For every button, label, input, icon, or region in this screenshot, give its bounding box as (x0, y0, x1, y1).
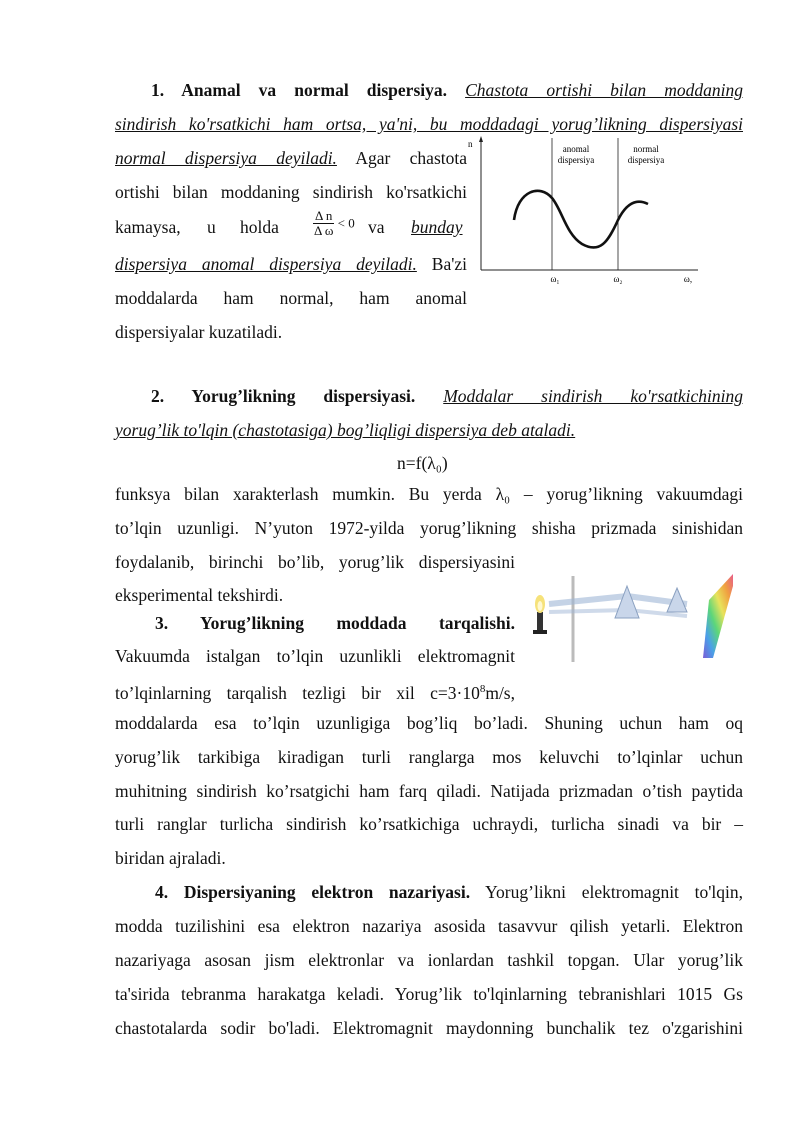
spectrum-screen (703, 574, 733, 658)
s1-text-5d: va (368, 217, 385, 237)
s4-line-4: ta'sirida tebranma harakatga keladi. Yorug’lik to'lqinlarning tebranishlari 1015 Gs (115, 984, 743, 1004)
s2-line-5: foydalanib, birinchi bo’lib, yorug’lik dispersiyasini (115, 552, 515, 572)
prism-icon (615, 586, 639, 618)
s3-line-1 (115, 613, 515, 633)
s3-line-4: moddalarda esa to’lqin uzunligiga bog’liq bo’ladi. Shuning uchun ham oq (115, 713, 743, 733)
s3-line-7: turli ranglar turlicha sindirish ko’rsatkichiga uchraydi, turlicha sinadi va bir – (115, 814, 743, 834)
s2-heading: 2. Yorug’likning dispersiyasi. (151, 386, 416, 406)
s1-text-4: ortishi bilan moddaning sindirish ko'rsatkichi (115, 182, 467, 202)
s4-line-3: nazariyaga asosan jism elektronlar va ionlardan tashkil topgan. Ular yorug’lik (115, 950, 743, 970)
s1-definition-part1: Chastota ortishi bilan moddaning (465, 80, 744, 100)
s1-text-5e: bunday (411, 217, 463, 237)
s2-line-6: eksperimental tekshirdi. (115, 585, 284, 605)
light-beam (549, 596, 687, 604)
candle-holder (533, 630, 547, 634)
s1-text-3: Agar chastota (355, 148, 467, 168)
s1-line-5 (115, 208, 467, 238)
prism-experiment-illustration (527, 566, 743, 666)
candle-body (537, 612, 543, 630)
s1-line-8 (115, 322, 282, 342)
s3-heading: 3. Yorug’likning moddada tarqalishi. (155, 613, 515, 633)
s2-line-1 (115, 386, 743, 406)
s4-line-2: modda tuzilishini esa elektron nazariya asosida tasavvur qilish yetarli. Elektron (115, 916, 743, 936)
s1-heading: 1. Anamal va normal dispersiya. (151, 80, 447, 100)
s1-text-5c: holda (240, 217, 279, 237)
s3-line-2: Vakuumda istalgan to’lqin uzunlikli elektromagnit (115, 646, 515, 666)
s4-line-1: 4. Dispersiyaning elektron nazariyasi. Yorug’likni elektromagnit to'lqin, (155, 882, 743, 902)
s3-line-5: yorug’lik tarkibiga kiradigan turli ranglarga mos keluvchi to’lqinlar uchun (115, 747, 743, 767)
graph-region-anomal-2: dispersiya (557, 155, 595, 165)
s4-line-5: chastotalarda sodir bo'ladi. Elektromagnit maydonning bunchalik tez o'zgarishini (115, 1018, 743, 1038)
graph-region-normal: normal (633, 144, 659, 154)
s3-line-8: biridan ajraladi. (115, 848, 226, 868)
s2-line-3: funksya bilan xarakterlash mumkin. Bu yerda λ₀ – yorug’likning vakuumdagi (115, 484, 743, 504)
s1-line-3 (115, 148, 467, 168)
s1-anomal-definition: dispersiya anomal dispersiya deyiladi. (115, 254, 417, 274)
graph-tick-omega1: ω₁ (550, 274, 560, 284)
s2-formula: n=f(λ₀) (397, 453, 448, 473)
s1-line-1 (115, 80, 743, 100)
formula-denominator: Δ ω (313, 223, 334, 238)
s3-line-3: to’lqinlarning tarqalish tezligi bir xil $c=3\cdot 10^8m/s$, (115, 682, 515, 703)
dispersion-graph (462, 134, 702, 294)
s3-line-6: muhitning sindirish ko’rsatgichi ham farq qiladi. Natijada prizmadan o’tish paytida (115, 781, 743, 801)
graph-tick-omega2: ω₂ (613, 274, 623, 284)
candle-flame-core (538, 601, 543, 611)
s1-definition-part2: sindirish ko'rsatkichi ham ortsa, ya'ni, bu moddadagi yorug’likning dispersiyasi (115, 114, 743, 134)
graph-y-arrow (479, 136, 483, 142)
s1-line-6 (115, 254, 467, 274)
s1-text-8: dispersiyalar kuzatiladi. (115, 322, 283, 342)
graph-region-anomal: anomal (562, 144, 590, 154)
graph-region-normal-2: dispersiya (627, 155, 665, 165)
s1-formula (313, 209, 355, 238)
s2-definition-part1: Moddalar sindirish ko'rsatkichining (443, 386, 743, 406)
s1-line-2 (115, 114, 743, 134)
s1-line-4 (115, 182, 467, 202)
s1-text-7: moddalarda ham normal, ham anomal (115, 288, 467, 308)
formula-relation: < 0 (337, 215, 355, 231)
graph-tick-omega3: ω, (683, 274, 693, 284)
s4-heading: 4. Dispersiyaning elektron nazariyasi. (155, 882, 471, 902)
s1-definition-part3: normal dispersiya deyiladi. (115, 148, 337, 168)
graph-y-label: n (468, 139, 473, 149)
s1-text-5a: kamaysa, (115, 217, 181, 237)
s1-line-7 (115, 288, 467, 308)
s2-line-2 (115, 420, 575, 440)
s1-text-6: Ba'zi (431, 254, 467, 274)
s1-text-5b: u (207, 217, 216, 237)
formula-numerator: Δ n (315, 208, 333, 223)
s2-definition-part2: yorug’lik to'lqin (chastotasiga) bog’liqligi dispersiya deb ataladi. (115, 420, 576, 440)
s2-line-4: to’lqin uzunligi. N’yuton 1972-yilda yorug’likning shisha prizmada sinishidan (115, 518, 743, 538)
graph-dispersion-curve (514, 191, 648, 248)
